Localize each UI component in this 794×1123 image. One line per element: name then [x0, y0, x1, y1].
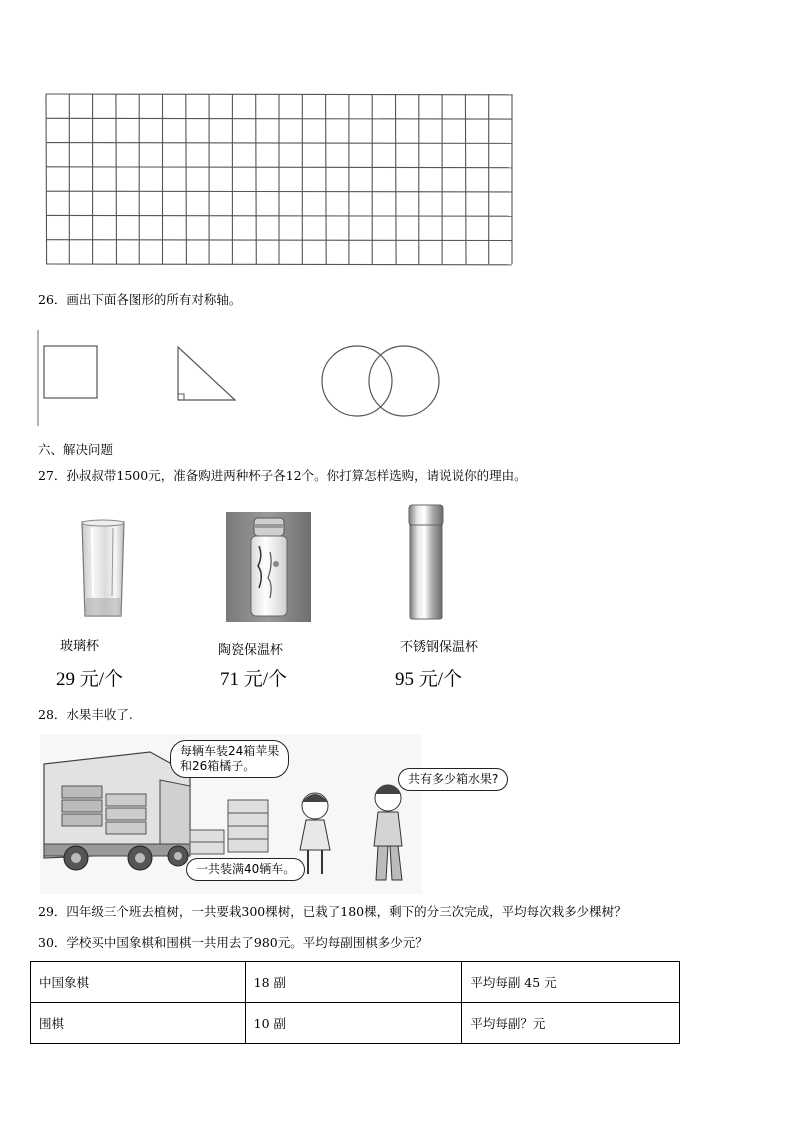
cup-price-glass: 29 元/个 — [56, 669, 124, 690]
shapes-figure — [36, 330, 456, 430]
question-28: 28．水果丰收了. — [38, 707, 133, 722]
speech-bubble-truck-load — [170, 740, 289, 778]
table-row — [31, 962, 680, 1003]
grid-line — [116, 94, 117, 264]
bubble1-line2: 和26箱橘子。 — [180, 759, 256, 773]
table-row — [31, 1003, 680, 1044]
table-cell: 中国象棋 — [31, 962, 246, 1003]
stainless-cup-image — [406, 503, 446, 621]
table-cell: 10 副 — [245, 1003, 462, 1044]
ceramic-cup-image — [226, 512, 311, 622]
right-triangle-shape — [178, 347, 235, 400]
question-29: 29．四年级三个班去植树，一共要栽300棵树，已栽了180棵，剩下的分三次完成，平均每次栽多少棵树？ — [38, 904, 627, 919]
cup-name-ceramic: 陶瓷保温杯 — [218, 643, 284, 658]
right-circle — [369, 346, 439, 416]
grid-line — [326, 94, 327, 264]
square-shape — [44, 346, 97, 398]
grid-line — [46, 94, 47, 264]
cup-price-ceramic: 71 元/个 — [220, 669, 288, 690]
section-title: 六、解决问题 — [38, 442, 114, 457]
grid-line — [186, 94, 187, 264]
cup-price-stainless: 95 元/个 — [395, 669, 463, 690]
question-27: 27．孙叔叔带1500元，准备购进两种杯子各12个。你打算怎样选购，请说说你的理由。 — [38, 468, 527, 483]
speech-bubble-question: 共有多少箱水果? — [398, 768, 508, 791]
grid-line — [396, 94, 397, 264]
table-cell: 18 副 — [245, 962, 462, 1003]
glass-cup-image — [76, 518, 130, 624]
left-circle — [322, 346, 392, 416]
right-angle-mark — [178, 394, 184, 400]
table-cell: 围棋 — [31, 1003, 246, 1044]
cup-name-stainless: 不锈钢保温杯 — [400, 640, 479, 655]
question-26: 26．画出下面各图形的所有对称轴。 — [38, 292, 242, 307]
speech-bubble-truck-count: 一共装满40辆车。 — [186, 858, 305, 881]
cup-name-glass: 玻璃杯 — [60, 639, 100, 654]
chess-table — [30, 961, 680, 1044]
grid-paper — [44, 92, 516, 268]
grid-line — [46, 264, 512, 265]
bubble1-line1: 每辆车装24箱苹果 — [180, 744, 280, 758]
table-cell: 平均每副 45 元 — [462, 962, 680, 1003]
grid-line — [256, 94, 257, 264]
table-cell: 平均每副？元 — [462, 1003, 680, 1044]
question-30: 30．学校买中国象棋和围棋一共用去了980元。平均每副围棋多少元？ — [38, 935, 428, 950]
